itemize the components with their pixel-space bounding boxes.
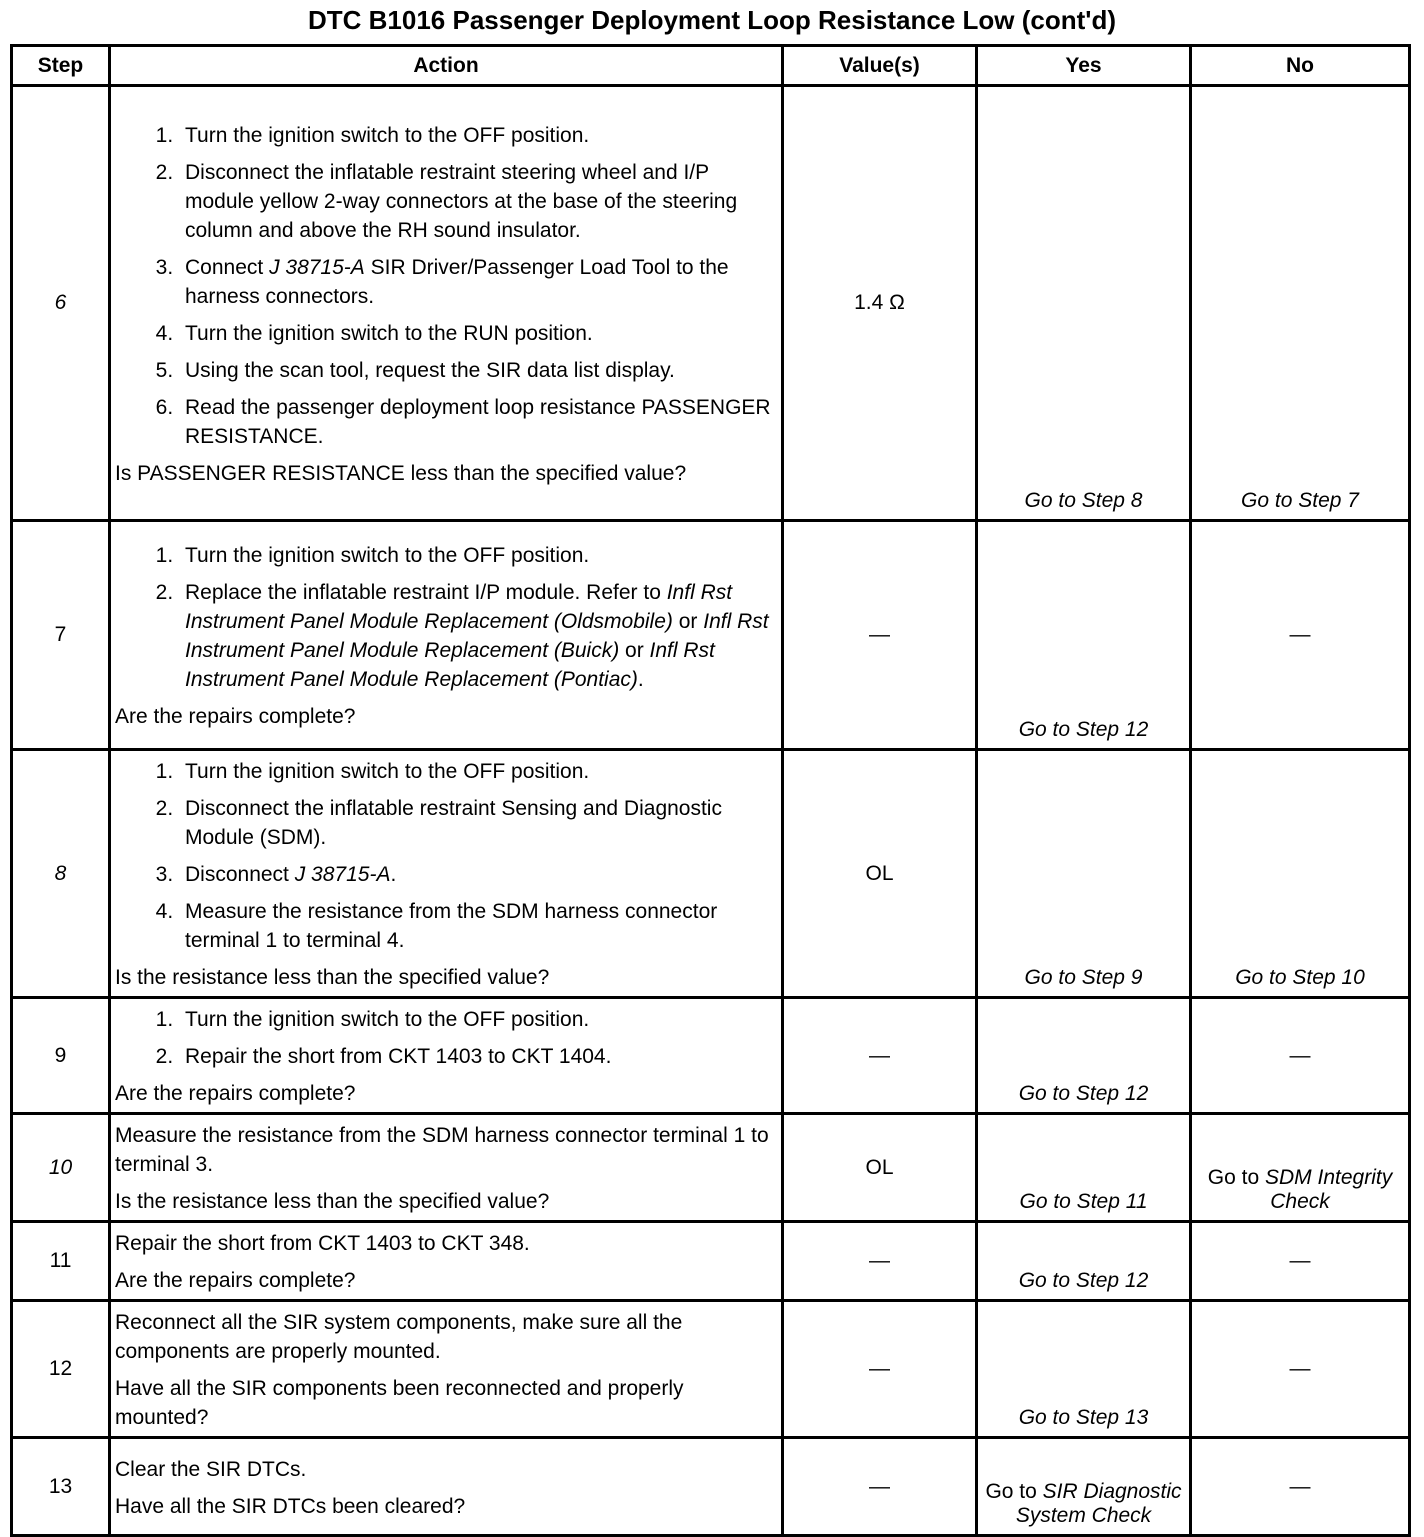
header-values: Value(s) <box>783 46 977 86</box>
no-cell: — <box>1191 1222 1410 1301</box>
no-cell: Go to Step 10 <box>1191 750 1410 998</box>
yes-cell: Go to Step 11 <box>977 1114 1191 1222</box>
yes-cell: Go to SIR Diagnostic System Check <box>977 1438 1191 1536</box>
action-text: Reconnect all the SIR system components, make sure all the components are properly mounted. <box>115 1311 683 1363</box>
table-row <box>12 1438 1410 1536</box>
action-item: 2. Disconnect the inflatable restraint steering wheel and I/P module yellow 2-way connectors at the base of the steering column and above the RH sound insulator. <box>179 158 775 245</box>
no-cell: — <box>1191 521 1410 750</box>
yes-cell: Go to Step 8 <box>977 86 1191 521</box>
action-text: Measure the resistance from the SDM harness connector terminal 1 to terminal 3. <box>115 1124 769 1176</box>
action-cell <box>110 1301 783 1438</box>
step-number: 6 <box>12 86 110 521</box>
action-cell <box>110 1114 783 1222</box>
action-question: Are the repairs complete? <box>115 705 356 728</box>
procedure-reference: Infl Rst Instrument Panel Module Replacement (Buick) <box>185 610 769 662</box>
procedure-reference: Infl Rst Instrument Panel Module Replacement (Pontiac) <box>185 639 715 691</box>
action-item: 3. Connect J 38715-A SIR Driver/Passenger Load Tool to the harness connectors. <box>179 253 775 311</box>
value-cell: — <box>783 1222 977 1301</box>
diagnostic-table <box>10 44 1411 1537</box>
action-item: 2. Repair the short from CKT 1403 to CKT 1404. <box>179 1042 775 1071</box>
action-question: Is PASSENGER RESISTANCE less than the specified value? <box>115 461 687 485</box>
header-yes: Yes <box>977 46 1191 86</box>
value-cell: — <box>783 1301 977 1438</box>
action-item: 6. Read the passenger deployment loop resistance PASSENGER RESISTANCE. <box>179 393 775 451</box>
action-text: Clear the SIR DTCs. <box>115 1457 307 1481</box>
table-row <box>12 1114 1410 1222</box>
action-item: 3. Disconnect J 38715-A. <box>179 860 775 889</box>
no-cell: — <box>1191 998 1410 1114</box>
no-cell: — <box>1191 1438 1410 1536</box>
action-question: Have all the SIR DTCs been cleared? <box>115 1494 466 1518</box>
table-row <box>12 1222 1410 1301</box>
procedure-reference: SIR Diagnostic System Check <box>1015 1480 1182 1527</box>
value-cell: — <box>783 998 977 1114</box>
step-number: 9 <box>12 998 110 1114</box>
step-number: 8 <box>12 750 110 998</box>
table-row <box>12 1301 1410 1438</box>
step-number: 13 <box>12 1438 110 1536</box>
action-cell <box>110 750 783 998</box>
action-question: Are the repairs complete? <box>115 1269 356 1292</box>
action-text: Repair the short from CKT 1403 to CKT 348. <box>115 1232 530 1255</box>
action-item: 4. Measure the resistance from the SDM harness connector terminal 1 to terminal 4. <box>179 897 775 955</box>
value-cell: OL <box>783 750 977 998</box>
step-number: 11 <box>12 1222 110 1301</box>
action-question: Have all the SIR components been reconnected and properly mounted? <box>115 1377 684 1429</box>
header-action: Action <box>110 46 783 86</box>
header-no: No <box>1191 46 1410 86</box>
tool-reference: J 38715-A <box>269 255 365 279</box>
action-cell <box>110 1222 783 1301</box>
value-cell: OL <box>783 1114 977 1222</box>
action-item: 1. Turn the ignition switch to the OFF position. <box>179 541 775 570</box>
table-row <box>12 86 1410 521</box>
header-row <box>12 46 1410 86</box>
yes-cell: Go to Step 12 <box>977 998 1191 1114</box>
action-cell <box>110 86 783 521</box>
action-cell <box>110 1438 783 1536</box>
action-cell <box>110 521 783 750</box>
table-row <box>12 521 1410 750</box>
action-question: Is the resistance less than the specified value? <box>115 1190 550 1213</box>
step-number: 12 <box>12 1301 110 1438</box>
action-item: 1. Turn the ignition switch to the OFF position. <box>179 121 775 150</box>
no-cell: Go to Step 7 <box>1191 86 1410 521</box>
procedure-reference: Infl Rst Instrument Panel Module Replacement (Oldsmobile) <box>185 581 733 633</box>
value-cell: 1.4 Ω <box>783 86 977 521</box>
value-cell: — <box>783 521 977 750</box>
no-cell: — <box>1191 1301 1410 1438</box>
action-item: 5. Using the scan tool, request the SIR data list display. <box>179 356 775 385</box>
page-title: DTC B1016 Passenger Deployment Loop Resistance Low (cont'd) <box>307 5 1117 35</box>
action-item: 4. Turn the ignition switch to the RUN position. <box>179 319 775 348</box>
action-question: Is the resistance less than the specified value? <box>115 966 550 989</box>
action-item: 1. Turn the ignition switch to the OFF position. <box>179 757 775 786</box>
yes-cell: Go to Step 12 <box>977 521 1191 750</box>
header-step: Step <box>12 46 110 86</box>
tool-reference: J 38715-A <box>294 863 391 886</box>
action-cell <box>110 998 783 1114</box>
yes-cell: Go to Step 9 <box>977 750 1191 998</box>
yes-cell: Go to Step 13 <box>977 1301 1191 1438</box>
action-item: 2. Disconnect the inflatable restraint Sensing and Diagnostic Module (SDM). <box>179 794 775 852</box>
no-cell: Go to SDM Integrity Check <box>1191 1114 1410 1222</box>
action-item: 2. Replace the inflatable restraint I/P module. Refer to Infl Rst Instrument Panel Module Replacement (Oldsmobile) or Infl Rst Instrument Panel Module Replacement (Buick) or Infl Rst Instrument Panel Module Replacement (Pontiac). <box>179 578 775 694</box>
table-row <box>12 998 1410 1114</box>
table-row <box>12 750 1410 998</box>
action-item: 1. Turn the ignition switch to the OFF position. <box>179 1005 775 1034</box>
value-cell: — <box>783 1438 977 1536</box>
step-number: 10 <box>12 1114 110 1222</box>
procedure-reference: SDM Integrity Check <box>1265 1166 1393 1213</box>
step-number: 7 <box>12 521 110 750</box>
yes-cell: Go to Step 12 <box>977 1222 1191 1301</box>
action-question: Are the repairs complete? <box>115 1082 356 1105</box>
